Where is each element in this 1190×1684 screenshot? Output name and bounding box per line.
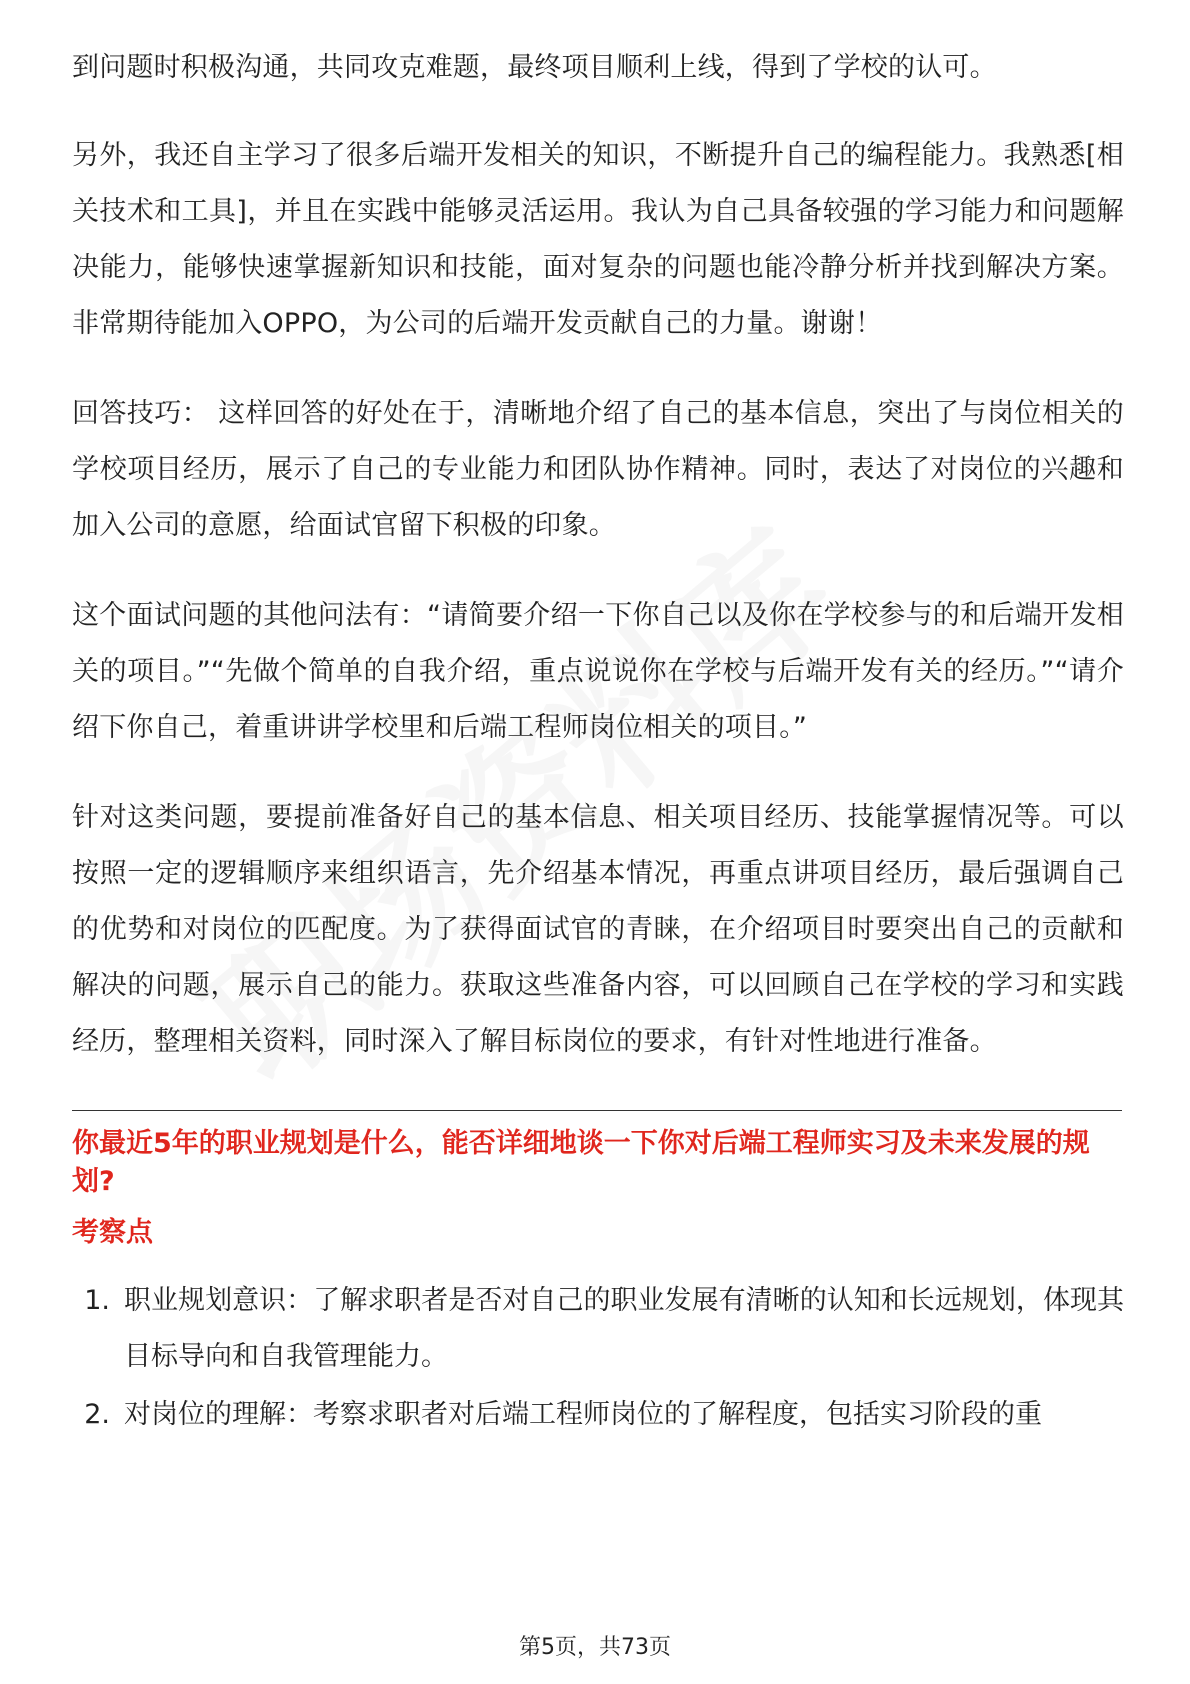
list-text: 职业规划意识：了解求职者是否对自己的职业发展有清晰的认知和长远规划，体现其目标导向和自我管理能力。: [124, 1285, 1124, 1372]
paragraph: 到问题时积极沟通，共同攻克难题，最终项目顺利上线，得到了学校的认可。: [72, 52, 997, 83]
list-number: 1.: [84, 1285, 110, 1316]
assessment-points-label: 考察点: [72, 1217, 153, 1248]
document-page: [72, 40, 1124, 1445]
section-divider: [72, 1110, 1122, 1111]
list-item: [72, 1273, 1124, 1385]
paragraph: 另外，我还自主学习了很多后端开发相关的知识，不断提升自己的编程能力。我熟悉[相关技术和工具]，并且在实践中能够灵活运用。我认为自己具备较强的学习能力和问题解决能力，能够快速掌握新知识和技能，面对复杂的问题也能冷静分析并找到解决方案。非常期待能加入OPPO，为公司的后端开发贡献自己的力量。谢谢！: [72, 140, 1124, 339]
preparation-advice-paragraph: 针对这类问题，要提前准备好自己的基本信息、相关项目经历、技能掌握情况等。可以按照一定的逻辑顺序来组织语言，先介绍基本情况，再重点讲项目经历，最后强调自己的优势和对岗位的匹配度。为了获得面试官的青睐，在介绍项目时要突出自己的贡献和解决的问题，展示自己的能力。获取这些准备内容，可以回顾自己在学校的学习和实践经历，整理相关资料，同时深入了解目标岗位的要求，有针对性地进行准备。: [72, 802, 1124, 1057]
answer-tips-paragraph: 回答技巧： 这样回答的好处在于，清晰地介绍了自己的基本信息，突出了与岗位相关的学校项目经历，展示了自己的专业能力和团队协作精神。同时，表达了对岗位的兴趣和加入公司的意愿，给面试官留下积极的印象。: [72, 398, 1124, 541]
list-number: 2.: [84, 1399, 110, 1430]
alternative-questions-paragraph: 这个面试问题的其他问法有：“请简要介绍一下你自己以及你在学校参与的和后端开发相关的项目。”“先做个简单的自我介绍，重点说说你在学校与后端开发有关的经历。”“请介绍下你自己，着重讲讲学校里和后端工程师岗位相关的项目。”: [72, 600, 1124, 743]
page-number-footer: 第5页，共73页: [519, 1635, 671, 1660]
list-text: 对岗位的理解：考察求职者对后端工程师岗位的了解程度，包括实习阶段的重: [124, 1399, 1042, 1430]
question-heading: 你最近5年的职业规划是什么，能否详细地谈一下你对后端工程师实习及未来发展的规划?: [72, 1128, 1090, 1197]
list-item: [72, 1387, 1124, 1443]
assessment-points-list: [72, 1273, 1124, 1443]
